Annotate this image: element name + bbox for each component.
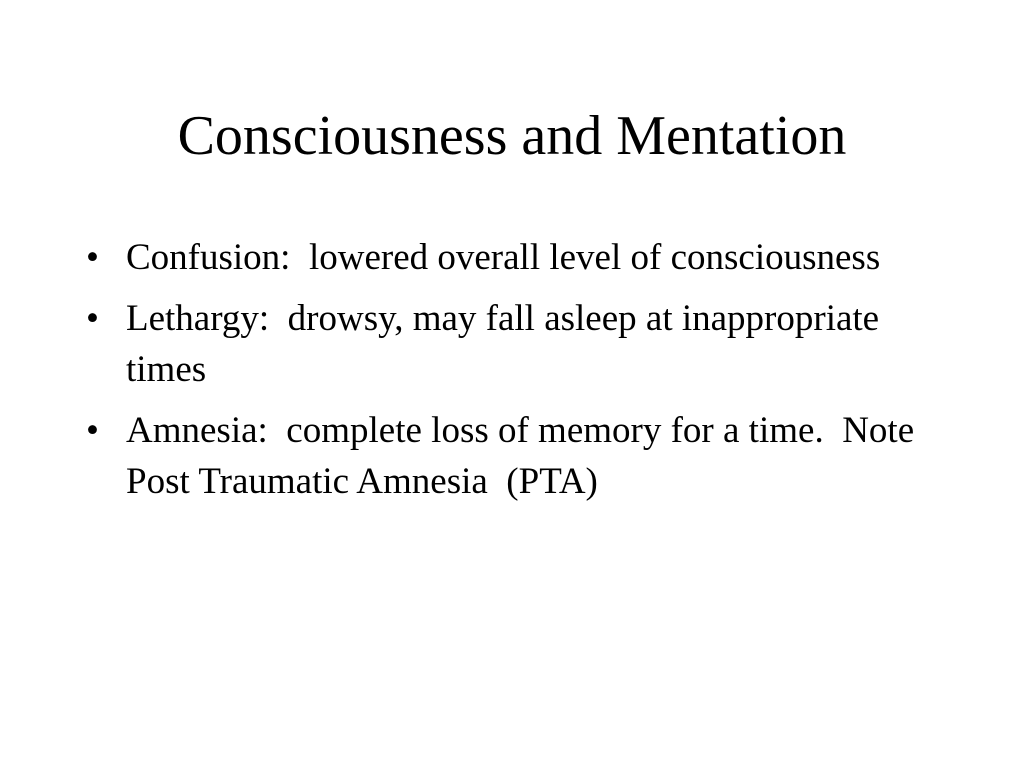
bullet-marker: •	[86, 410, 99, 451]
bullet-item-confusion	[86, 232, 966, 283]
bullet-list	[86, 232, 966, 517]
bullet-item-amnesia	[86, 405, 966, 507]
bullet-item-lethargy	[86, 293, 966, 395]
bullet-marker: •	[86, 237, 99, 278]
bullet-marker: •	[86, 298, 99, 339]
bullet-text-lethargy: Lethargy: drowsy, may fall asleep at inappropriate times	[126, 298, 889, 390]
slide-title: Consciousness and Mentation	[177, 105, 847, 167]
bullet-text-confusion: Confusion: lowered overall level of consciousness	[126, 237, 881, 278]
bullet-text-amnesia: Amnesia: complete loss of memory for a time. Note Post Traumatic Amnesia (PTA)	[126, 410, 924, 502]
